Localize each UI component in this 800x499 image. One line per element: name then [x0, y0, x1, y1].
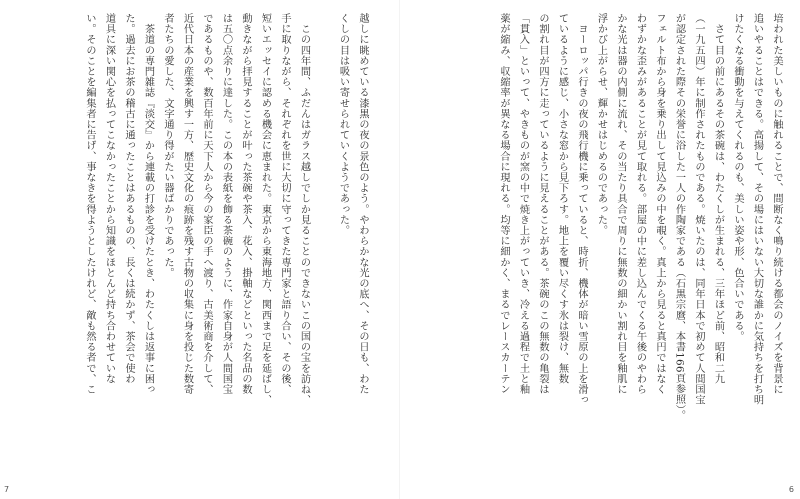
text-line: フェルト布から身を乗り出して見込みの中を覗く。真上から見ると真円ではなく — [654, 13, 665, 395]
paragraph — [333, 13, 372, 443]
text-line: かな光は器の内側に流れ、その当たり具合で周りに無数の細かい割れ目を釉肌に — [615, 13, 626, 395]
text-line: さて目の前にあるその茶碗は、わたくしが生まれる、三年ほど前、昭和二九 — [712, 13, 724, 384]
text-line: けたくなる衝動を与えてくれるのも、美しい姿や形、色合いである。 — [732, 13, 743, 342]
text-line: た。過去にお茶の稽古に通ったことはあるものの、長くは続かず、茶会で使わ — [123, 13, 134, 384]
text-line: 培われた美しいものに触れることで、間断なく鳴り続ける都会のノイズを背景に — [771, 13, 782, 395]
text-line: の割れ目が四方に走っているように見えることがある。茶碗のこの無数の亀裂は — [537, 13, 548, 395]
paragraph — [728, 13, 787, 443]
text-line: 道具に深い関心を払ってこなかったことから知識をほとんど持ち合わせていな — [103, 13, 115, 384]
text-line: 近代日本の産業を興す一方、歴史文化の痕跡を残す古物の収集に身を投じた数寄 — [181, 13, 193, 395]
text-line: 手に取りながら、それぞれを世に大切に守ってきた専門家と語り合い、その後、 — [279, 13, 290, 395]
text-line: 越しに眺めている漆黒の夜の景色のよう。やわらかな光の底へ、その日も、わた — [357, 13, 368, 395]
text-line: ヨーロッパ行きの夜の飛行機に乗っていると、時折、機体が暗い雪原の上を滑っ — [576, 13, 587, 406]
paragraph — [80, 13, 158, 443]
text-line: （一九五四）年に制作されたものである。焼いたのは、同年日本で初めて人間国宝 — [693, 13, 704, 406]
text-line: 者たちの愛した、文字通り得がたい器ばかりであった。 — [162, 13, 173, 278]
left-page-number: 7 — [4, 485, 10, 494]
text-line: くしの目は吸い寄せられていくようであった。 — [337, 13, 349, 236]
text-line: い。そのことを編集者に告げ、事なきを得ようとしたけれど、敵も然る者で、こ — [84, 13, 95, 395]
text-line: であるものや、数百年前に天下人から今の家臣の手へ渡り、古美術商を介して、 — [201, 13, 212, 395]
text-line: 短いエッセイに認める機会に恵まれた。東京から東海地方、関西まで足を延ばし、 — [259, 13, 271, 406]
paragraph — [591, 13, 728, 443]
paragraph — [158, 13, 314, 443]
text-line: この四年間、ふだんはガラス越しでしか見ることのできないこの国の宝を訪ね、 — [298, 13, 310, 406]
text-line: が認定された際その栄誉に浴した一人の作陶家である（石黒宗麿、本書166頁参照）。 — [673, 13, 685, 421]
text-line: 「貫入」といって、やきものが窯の中で焼き上がっていき、冷える過程で土と釉 — [517, 13, 529, 395]
right-page-number: 6 — [788, 485, 794, 494]
text-line: 動きながら拝見することが叶った茶碗や茶入、花入、掛軸などといった名品の数 — [240, 13, 251, 395]
text-line: わずかな歪みがあることが見て取れる。部屋の中に差し込んでくる午後のやわら — [634, 13, 646, 395]
text-line: 薬が縮み、収縮率が異なる場合に現れる。均等に細かく、まるでレースカーテン — [498, 13, 509, 395]
text-line: 追いやることはできる。高揚して、その場にはいない大切な誰かに気持ちを打ち明 — [751, 13, 763, 406]
paragraph — [494, 13, 592, 443]
text-line: 茶道の専門雑誌『淡交』から連載の打診を受けたとき、わたくしは返事に困っ — [142, 13, 154, 395]
text-line: は五〇点余りに達した。この本の表紙を飾る茶碗のように、作家自身が人間国宝 — [220, 13, 232, 395]
left-page-text — [80, 13, 373, 443]
text-line: ているように感じ、小さな窓から見下ろす。地上を覆い尽くす氷は裂け、無数 — [556, 13, 568, 384]
right-page-text — [494, 13, 787, 443]
text-line: 浮かび上がらせ、輝かせはじめるのであった。 — [595, 13, 607, 236]
right-page — [400, 0, 800, 499]
